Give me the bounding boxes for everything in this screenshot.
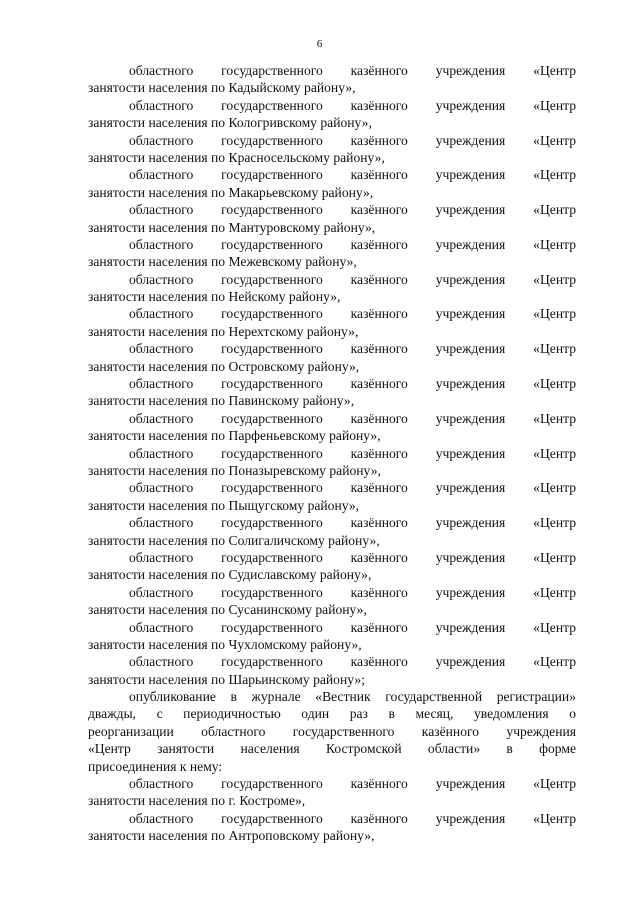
entry-line-tail: занятости населения по Кологривскому району»,: [88, 115, 372, 131]
entry-line-head: областного государственного казённого учреждения «Центр: [129, 271, 576, 287]
entry-line-head: областного государственного казённого учреждения «Центр: [129, 167, 576, 183]
entry-line-tail: занятости населения по Антроповскому району»,: [88, 828, 375, 844]
entry-line-head: областного государственного казённого учреждения «Центр: [129, 810, 576, 826]
entry-line-head: областного государственного казённого учреждения «Центр: [129, 97, 576, 113]
entry-line-tail: занятости населения по Межевскому району»,: [88, 254, 357, 270]
entry-line-head: областного государственного казённого учреждения «Центр: [129, 776, 576, 792]
entry-line-tail: занятости населения по г. Костроме»,: [88, 793, 306, 809]
entry-line-tail: занятости населения по Солигаличскому району»,: [88, 532, 380, 548]
publication-paragraph-line: дважды, с периодичностью один раз в месяц, уведомления о: [88, 706, 576, 722]
entry-line-head: областного государственного казённого учреждения «Центр: [129, 654, 576, 670]
entry-line-tail: занятости населения по Парфеньевскому району»,: [88, 428, 381, 444]
entry-line-tail: занятости населения по Шарьинскому району»;: [88, 671, 365, 687]
publication-paragraph-line: опубликование в журнале «Вестник государственной регистрации»: [129, 689, 576, 705]
entry-line-head: областного государственного казённого учреждения «Центр: [129, 480, 576, 496]
entry-line-tail: занятости населения по Пыщугскому району»,: [88, 497, 360, 513]
entry-line-head: областного государственного казённого учреждения «Центр: [129, 376, 576, 392]
entry-line-head: областного государственного казённого учреждения «Центр: [129, 619, 576, 635]
entry-line-head: областного государственного казённого учреждения «Центр: [129, 236, 576, 252]
entry-line-tail: занятости населения по Сусанинскому району»,: [88, 602, 367, 618]
entry-line-tail: занятости населения по Чухломскому району»,: [88, 636, 362, 652]
entry-line-head: областного государственного казённого учреждения «Центр: [129, 132, 576, 148]
entry-line-head: областного государственного казённого учреждения «Центр: [129, 63, 576, 78]
entry-line-head: областного государственного казённого учреждения «Центр: [129, 549, 576, 565]
page-number: 6: [316, 38, 323, 50]
entry-line-head: областного государственного казённого учреждения «Центр: [129, 306, 576, 322]
document-body: [88, 62, 576, 845]
entry-line-head: областного государственного казённого учреждения «Центр: [129, 515, 576, 531]
entry-line-tail: занятости населения по Макарьевскому району»,: [88, 184, 374, 200]
entry-line-tail: занятости населения по Поназыревскому району»,: [88, 462, 381, 478]
entry-line-tail: занятости населения по Островскому району»,: [88, 358, 360, 374]
entry-line-head: областного государственного казённого учреждения «Центр: [129, 410, 576, 426]
entry-line-tail: занятости населения по Мантуровскому району»,: [88, 219, 376, 235]
entry-line-tail: занятости населения по Кадыйскому району»,: [88, 80, 356, 96]
entry-line-tail: занятости населения по Нейскому району»,: [88, 289, 341, 305]
entry-line-tail: занятости населения по Павинскому району»,: [88, 393, 355, 409]
entry-line-head: областного государственного казённого учреждения «Центр: [129, 341, 576, 357]
entry-line-tail: занятости населения по Красносельскому району»,: [88, 149, 385, 165]
entry-line-tail: занятости населения по Нерехтскому району»,: [88, 323, 359, 339]
publication-paragraph-line: реорганизации областного государственного казённого учреждения: [88, 723, 576, 739]
publication-paragraph-line: присоединения к нему:: [88, 758, 223, 774]
entry-line-head: областного государственного казённого учреждения «Центр: [129, 202, 576, 218]
publication-paragraph-line: «Центр занятости населения Костромской области» в форме: [88, 741, 576, 757]
entry-line-tail: занятости населения по Судиславскому району»,: [88, 567, 372, 583]
entry-line-head: областного государственного казённого учреждения «Центр: [129, 584, 576, 600]
entry-line-head: областного государственного казённого учреждения «Центр: [129, 445, 576, 461]
